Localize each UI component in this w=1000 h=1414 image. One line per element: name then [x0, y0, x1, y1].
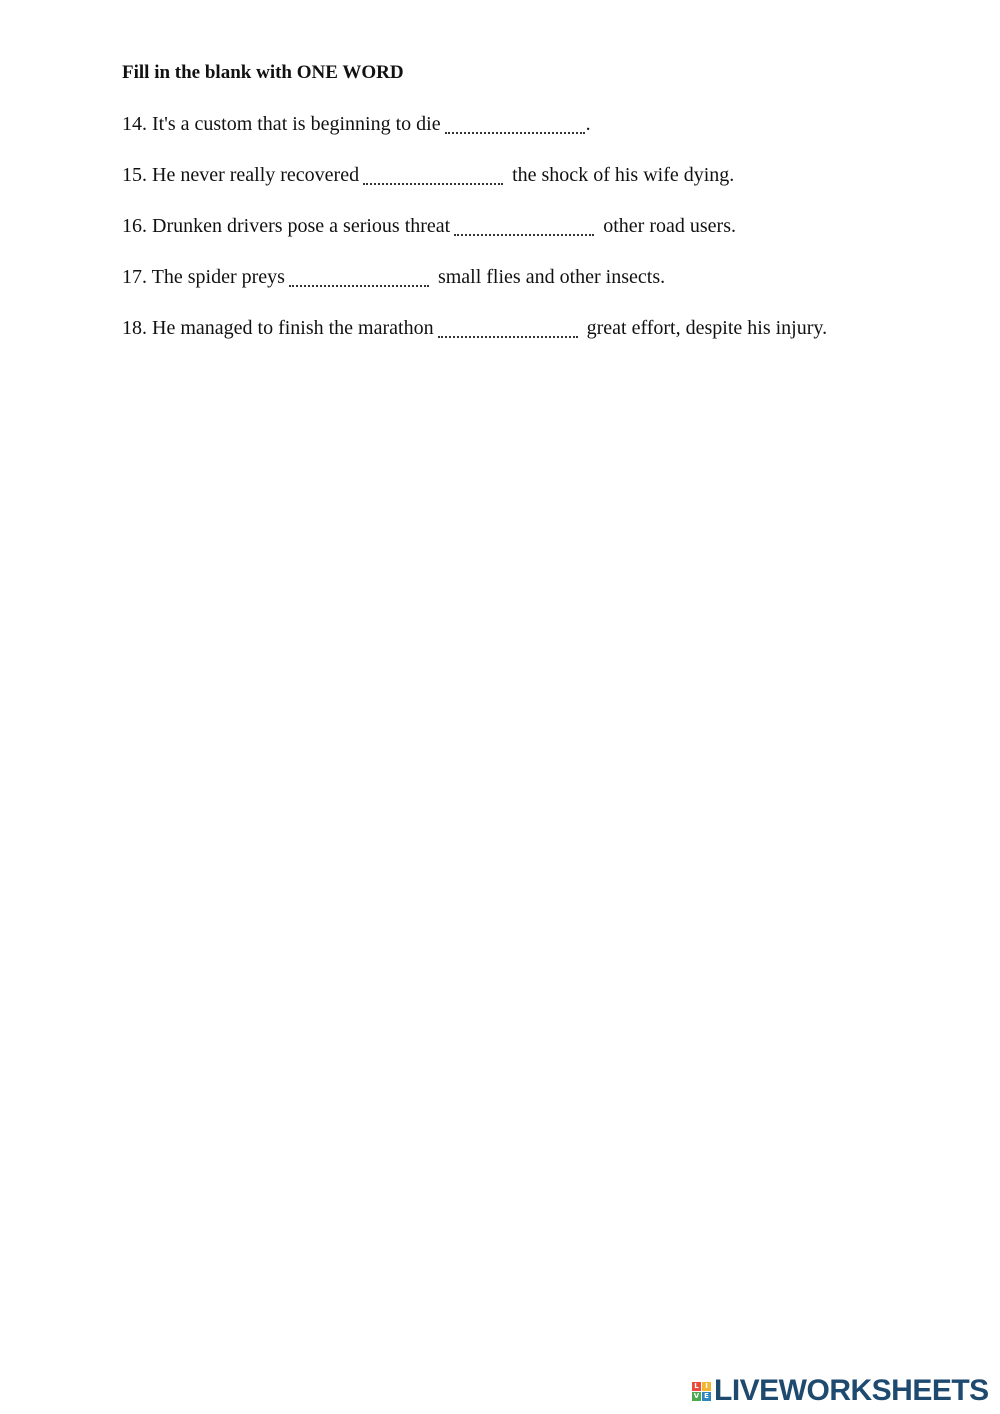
question-15: [122, 163, 827, 187]
question-list: [122, 112, 827, 367]
answer-blank-16[interactable]: [454, 220, 594, 236]
question-text-after: small flies and other insects.: [437, 266, 666, 288]
logo-mark-letter: V: [693, 1391, 700, 1400]
question-number: 14.: [122, 113, 147, 135]
question-text-after: other road users.: [603, 215, 736, 237]
answer-blank-17[interactable]: [289, 271, 429, 287]
logo-mark-letter: I: [702, 1382, 711, 1391]
logo-text: LIVEWORKSHEETS: [714, 1374, 989, 1407]
answer-blank-14[interactable]: [445, 118, 585, 134]
question-text-before: It's a custom that is beginning to die: [152, 113, 441, 135]
question-text-after: great effort, despite his injury.: [586, 317, 828, 339]
logo-mark-icon: [692, 1382, 711, 1401]
question-17: [122, 265, 827, 289]
question-number: 18.: [122, 317, 147, 339]
question-number: 17.: [122, 266, 147, 288]
question-text-after: .: [585, 113, 591, 135]
question-14: [122, 112, 827, 136]
question-18: [122, 316, 827, 340]
answer-blank-18[interactable]: [438, 322, 578, 338]
liveworksheets-logo: [692, 1376, 989, 1406]
question-text-before: He managed to finish the marathon: [152, 317, 434, 339]
answer-blank-15[interactable]: [363, 169, 503, 185]
question-number: 15.: [122, 164, 147, 186]
logo-mark-letter: E: [702, 1392, 711, 1401]
question-number: 16.: [122, 215, 147, 237]
worksheet-heading: Fill in the blank with ONE WORD: [122, 62, 404, 83]
question-text-before: The spider preys: [151, 266, 285, 288]
question-text-before: He never really recovered: [152, 164, 360, 186]
question-text-after: the shock of his wife dying.: [512, 164, 735, 186]
question-16: [122, 214, 827, 238]
logo-mark-letter: L: [692, 1382, 701, 1391]
question-text-before: Drunken drivers pose a serious threat: [152, 215, 451, 237]
